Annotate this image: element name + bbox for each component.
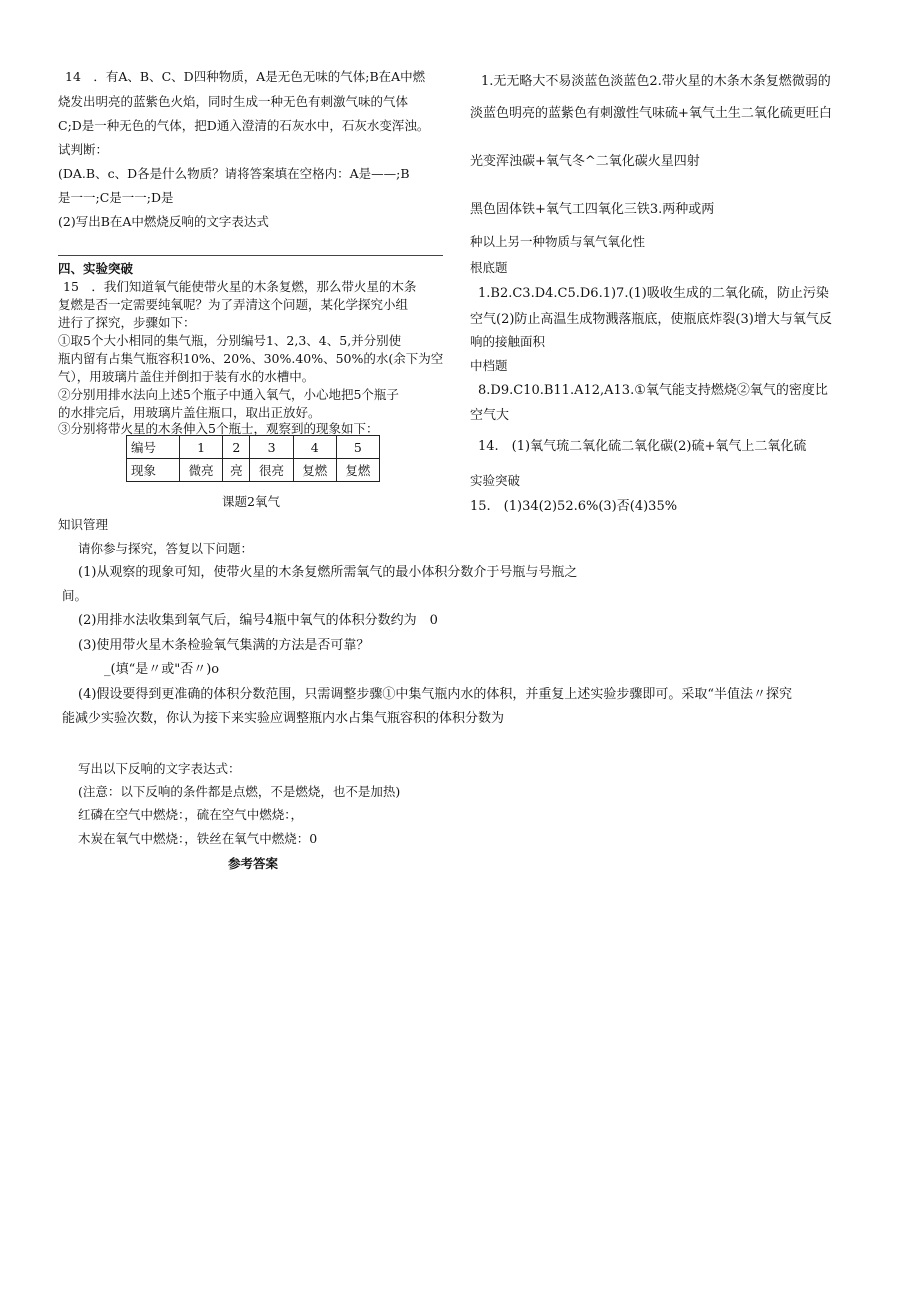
question-3-answer-hint: _(填“是〃或"否〃)o (104, 662, 220, 677)
table-cell: 微亮 (180, 459, 223, 482)
answer-line-5: 种以上另一种物质与氧气氧化性 (470, 234, 646, 249)
section4-heading: 四、实验突破 (58, 261, 134, 276)
answer-line-11: 8.D9.C10.B11.A12,A13.①氧气能支持燃烧②氧气的密度比 (478, 383, 828, 398)
table-row (127, 459, 380, 482)
table-row (127, 436, 380, 459)
table-header-cell: 5 (336, 436, 379, 459)
q14-line-3: C;D是一种无色的气体，把D通入澄清的石灰水中，石灰水变浑浊。 (58, 118, 430, 133)
question-4-cont: 能减少实验次数，你认为接下来实验应调整瓶内水占集气瓶容积的体积分数为 (62, 711, 505, 726)
q14-line-4: 试判断： (58, 142, 109, 157)
answer-line-15: 15. (1)34(2)52.6%(3)否(4)35% (470, 499, 678, 514)
answer-section-experiment: 实验突破 (470, 473, 521, 488)
answer-line-12: 空气大 (470, 408, 510, 423)
answer-section-basic: 根底题 (470, 260, 508, 275)
q15-line-5: 瓶内留有占集气瓶容积10%、20%、30%.40%、50%的水(余下为空 (58, 351, 444, 366)
answer-line-2: 淡蓝色明亮的蓝紫色有刺激性气味硫+氧气土生二氧化硫更旺白 (470, 106, 832, 121)
table-cell: 很亮 (250, 459, 293, 482)
q15-line-1: 15 ．我们知道氧气能使带火星的木条复燃，那么带火星的木条 (63, 279, 417, 294)
table-cell: 亮 (223, 459, 250, 482)
q14-line-7: (2)写出B在A中燃烧反响的文字表达式 (58, 214, 269, 229)
reference-answer-title: 参考答案 (228, 856, 279, 871)
table-header-cell: 3 (250, 436, 293, 459)
table-header-cell: 4 (293, 436, 336, 459)
expressions-note: (注意：以下反响的条件都是点燃，不是燃烧，也不是加热) (78, 784, 401, 799)
table-header-cell: 1 (180, 436, 223, 459)
expressions-intro: 写出以下反响的文字表达式： (78, 761, 241, 776)
q14-line-6: 是一一;C是一一;D是 (58, 190, 174, 205)
answer-line-3: 光变浑浊碳+氧气冬^二氧化碳火星四射 (470, 154, 700, 169)
table-cell: 复燃 (336, 459, 379, 482)
question-2: (2)用排水法收集到氧气后，编号4瓶中氧气的体积分数约为 0 (78, 613, 438, 628)
answer-section-medium: 中档题 (470, 358, 508, 373)
table-header-cell: 编号 (127, 436, 180, 459)
expressions-line-2: 木炭在氧气中燃烧：，铁丝在氧气中燃烧：0 (78, 831, 318, 846)
answer-line-13: 14. (1)氧气琉二氧化硫二氧化碳(2)硫+氧气上二氧化硫 (478, 439, 807, 454)
expressions-line-1: 红磷在空气中燃烧：，硫在空气中燃烧：， (78, 807, 304, 822)
question-intro: 请你参与探究，答复以下问题： (78, 541, 254, 556)
q14-line-5: (DA.B、c、D各是什么物质？请将答案填在空格内：A是——;B (58, 166, 410, 181)
answer-line-9: 响的接触面积 (470, 334, 546, 349)
q15-line-2: 复燃是否一定需要纯氧呢？为了弄清这个问题，某化学探究小组 (58, 297, 409, 312)
answer-line-7: 1.B2.C3.D4.C5.D6.1)7.(1)吸收生成的二氧化硫，防止污染 (478, 286, 829, 301)
answer-line-8: 空气(2)防止高温生成物溅落瓶底，使瓶底炸裂(3)增大与氧气反 (470, 312, 832, 327)
answer-line-1: 1.无无略大不易淡蓝色淡蓝色2.带火星的木条木条复燃微弱的 (481, 74, 831, 89)
q15-line-7: ②分别用排水法向上述5个瓶子中通入氧气，小心地把5个瓶子 (58, 387, 399, 402)
question-4: (4)假设要得到更准确的体积分数范围，只需调整步骤①中集气瓶内水的体积，并重复上述实验步骤即可。采取“半值法〃探究 (78, 687, 793, 702)
question-1: (1)从观察的现象可知，使带火星的木条复燃所需氧气的最小体积分数介于号瓶与号瓶之 (78, 565, 578, 580)
q15-line-9: ③分别将带火星的木条伸入5个瓶士，观察到的现象如下： (58, 421, 379, 436)
answer-line-4: 黑色固体铁+氧气工四氧化三铁3.两种或两 (470, 202, 715, 217)
q15-line-8: 的水排完后，用玻璃片盖住瓶口，取出正放好。 (58, 405, 321, 420)
q15-line-4: ①取5个大小相同的集气瓶，分别编号1、2,3、4、5,并分别使 (58, 333, 402, 348)
q14-line-1: 14 ．有A、B、C、D四种物质，A是无色无味的气体;B在A中燃 (65, 69, 426, 84)
table-header-cell: 2 (223, 436, 250, 459)
table-caption: 课题2氧气 (222, 494, 280, 509)
question-3: (3)使用带火星木条检验氧气集满的方法是否可靠？ (78, 638, 370, 653)
knowledge-heading: 知识管理 (58, 517, 109, 532)
q15-line-6: 气），用玻璃片盖住并倒扣于装有水的水槽中。 (58, 369, 315, 384)
question-1-cont: 间。 (62, 588, 88, 603)
q14-line-2: 烧发出明亮的蓝紫色火焰，同时生成一种无色有刺激气味的气体 (58, 94, 409, 109)
observation-table (126, 435, 380, 482)
q15-line-3: 进行了探究，步骤如下： (58, 315, 196, 330)
table-cell: 现象 (127, 459, 180, 482)
table-cell: 复燃 (293, 459, 336, 482)
section-divider (58, 255, 443, 256)
